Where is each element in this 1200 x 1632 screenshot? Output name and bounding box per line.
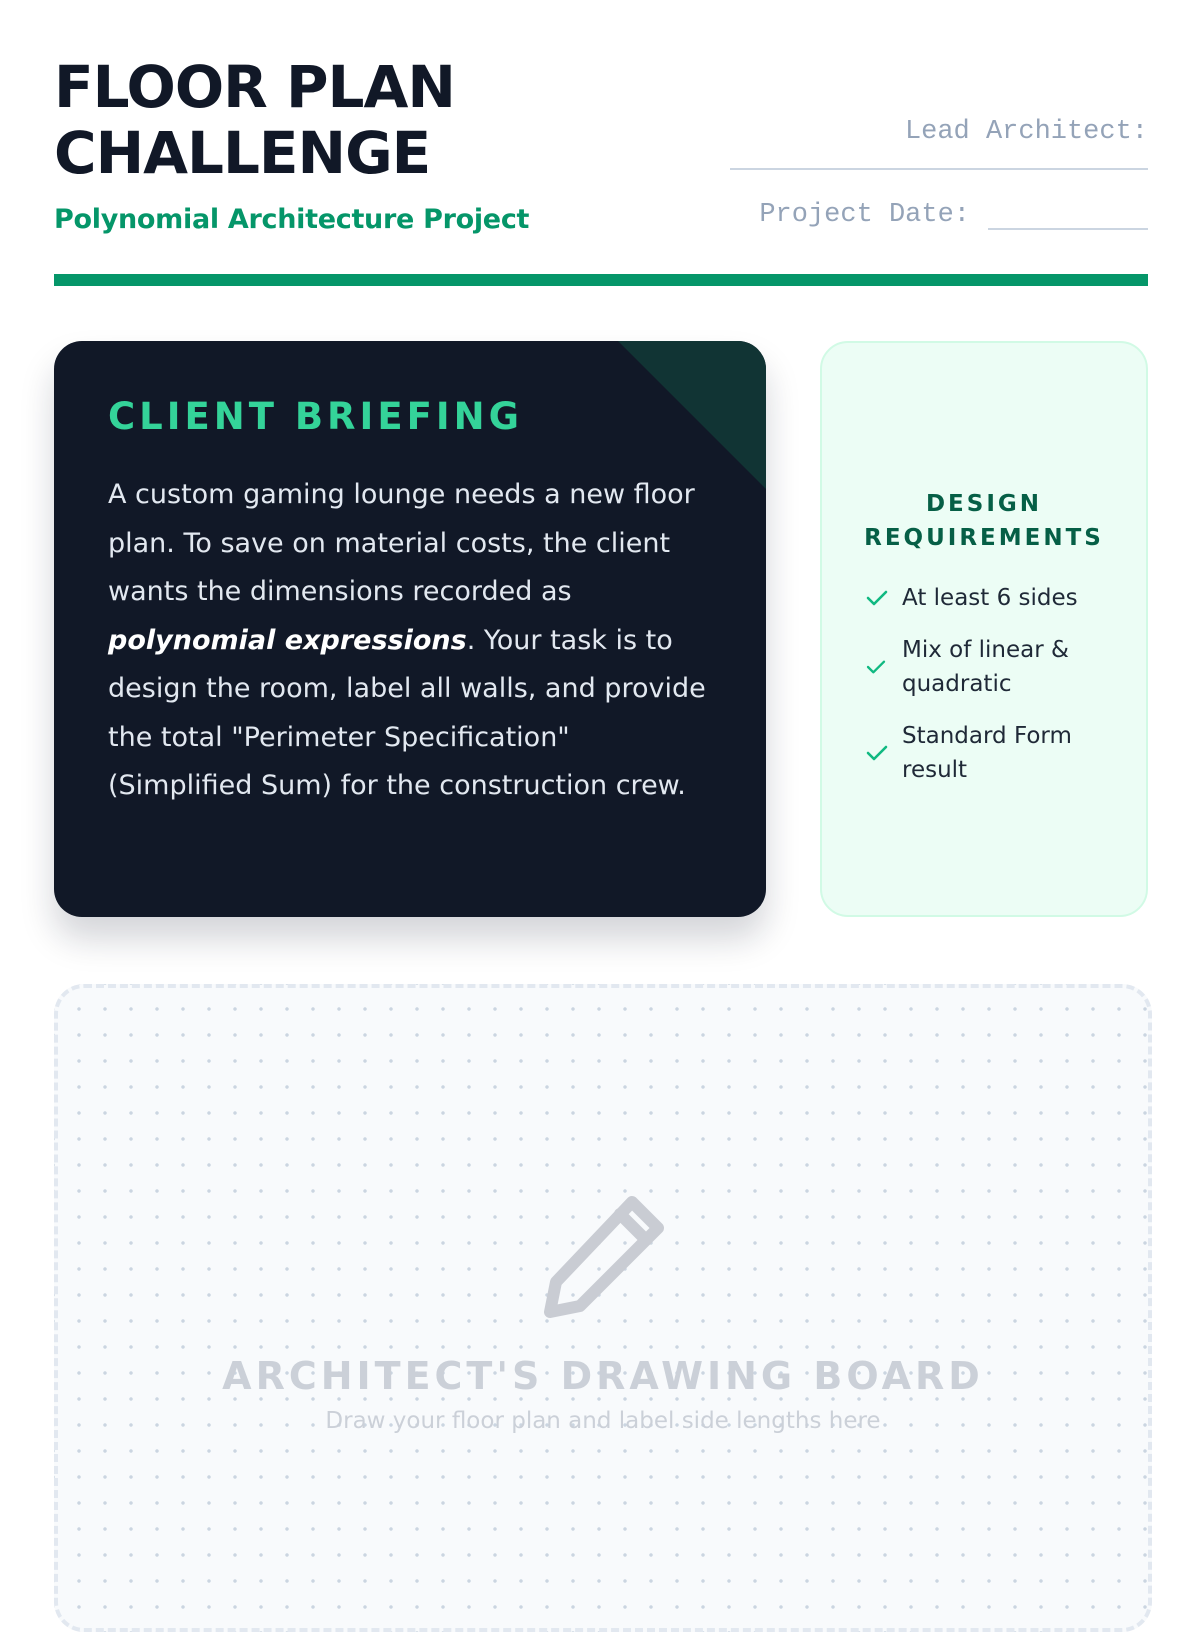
briefing-corner-accent [618, 341, 766, 489]
project-meta [728, 114, 1148, 230]
pencil-icon [536, 1188, 672, 1324]
project-date-row [728, 198, 1148, 230]
briefing-emphasis: polynomial expressions [108, 624, 467, 656]
briefing-text [108, 471, 718, 811]
page-title [54, 54, 654, 186]
page-subtitle: Polynomial Architecture Project [54, 204, 530, 235]
design-requirements-card [820, 341, 1148, 917]
briefing-heading: CLIENT BRIEFING [108, 395, 523, 438]
header-divider [54, 274, 1148, 286]
project-date-field[interactable] [988, 198, 1148, 230]
requirements-heading: DESIGN REQUIREMENTS [864, 491, 1104, 551]
project-date-label: Project Date: [759, 200, 970, 230]
check-icon [866, 741, 902, 765]
briefing-text-part2: . Your task is to design the room, label all walls, and provide the total "Perimeter Specification" (Simplified Sum) for the construction crew. [108, 624, 706, 801]
requirement-label: At least 6 sides [902, 585, 1078, 611]
check-icon [866, 655, 902, 679]
drawing-board-title: ARCHITECT'S DRAWING BOARD [222, 1354, 984, 1398]
lead-architect-field[interactable] [730, 168, 1148, 170]
check-icon [866, 586, 902, 610]
title-line-2: CHALLENGE [54, 119, 431, 187]
drawing-board-subtitle: Draw your floor plan and label side lengths here [325, 1408, 881, 1434]
briefing-text-part1: A custom gaming lounge needs a new floor plan. To save on material costs, the client wants the dimensions recorded as [108, 479, 695, 607]
lead-architect-label: Lead Architect: [904, 117, 1148, 147]
requirement-item [866, 719, 1116, 787]
requirement-item [866, 633, 1116, 701]
requirement-item [866, 581, 1116, 615]
client-briefing-card [54, 341, 766, 917]
worksheet-header [54, 54, 1148, 294]
title-line-1: FLOOR PLAN [54, 53, 455, 121]
requirement-label: Mix of linear & quadratic [902, 637, 1069, 697]
requirements-list [866, 581, 1116, 805]
requirement-label: Standard Form result [902, 723, 1072, 783]
drawing-board[interactable] [54, 984, 1152, 1632]
worksheet-page [54, 0, 1148, 1600]
